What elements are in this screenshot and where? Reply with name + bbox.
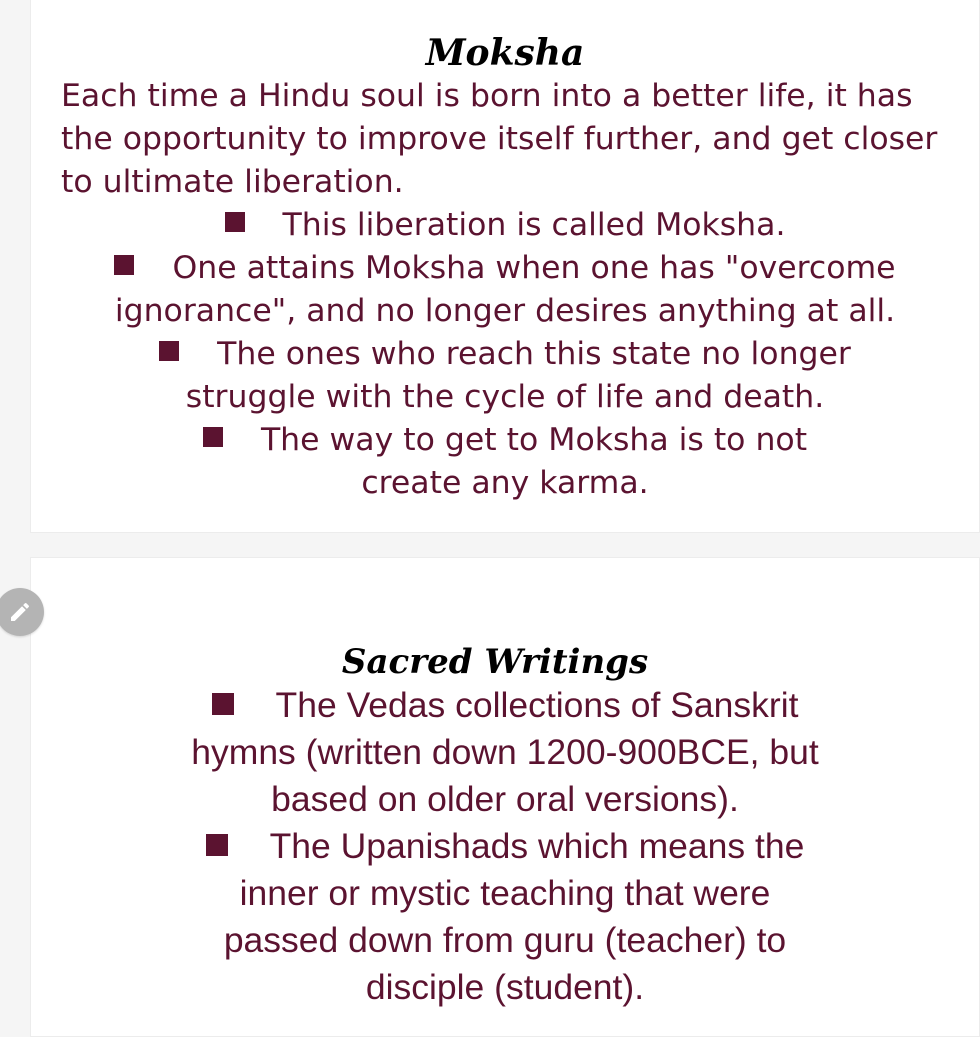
moksha-bullet: [31, 247, 979, 333]
sacred-writings-bullet-text: The Vedas collections of Sanskrit hymns (written down 1200-900BCE, but based on older oral versions).: [191, 685, 819, 819]
pencil-icon: [8, 600, 32, 624]
square-bullet-icon: [212, 693, 234, 715]
moksha-bullet-text: This liberation is called Moksha.: [282, 207, 786, 243]
square-bullet-icon: [114, 255, 134, 275]
square-bullet-icon: [206, 834, 228, 856]
square-bullet-icon: [159, 341, 179, 361]
sacred-writings-bullet: [31, 823, 979, 1011]
square-bullet-icon: [203, 427, 223, 447]
moksha-bullet-text: One attains Moksha when one has "overcome ignorance", and no longer desires anything at all.: [114, 250, 896, 329]
moksha-bullet-text: The ones who reach this state no longer struggle with the cycle of life and death.: [185, 336, 851, 415]
square-bullet-icon: [225, 212, 245, 232]
moksha-bullet-text: The way to get to Moksha is to not create any karma.: [260, 422, 808, 501]
moksha-intro: Each time a Hindu soul is born into a better life, it has the opportunity to improve itself further, and get closer to ultimate liberation.: [61, 78, 938, 200]
moksha-title: Moksha: [425, 32, 585, 74]
sacred-writings-bullet: [31, 682, 979, 823]
sacred-writings-bullet-text: The Upanishads which means the inner or mystic teaching that were passed down from guru (teacher) to disciple (student).: [223, 826, 805, 1007]
sacred-writings-title: Sacred Writings: [341, 642, 649, 682]
moksha-bullet: [31, 333, 979, 419]
moksha-bullet: [31, 419, 979, 505]
moksha-card: [30, 0, 980, 533]
sacred-writings-card: [30, 557, 980, 1037]
moksha-bullet: [31, 204, 979, 247]
